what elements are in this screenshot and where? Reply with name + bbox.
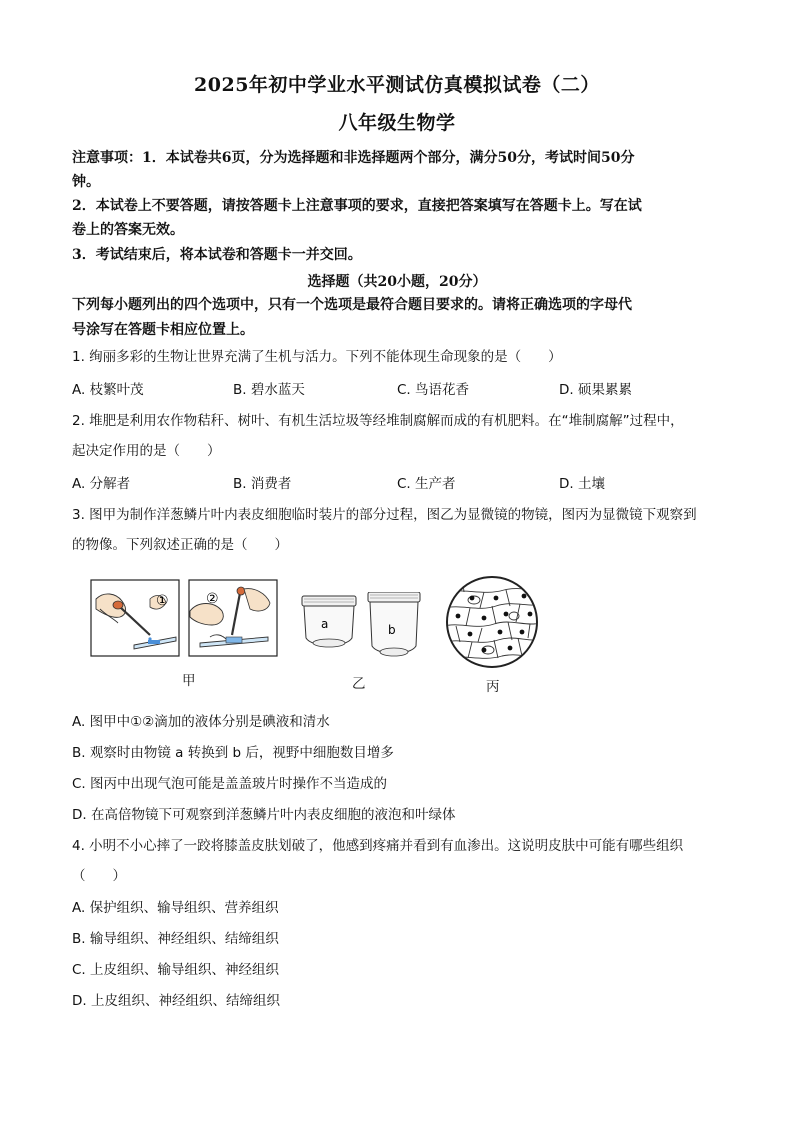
- q2-option-d: D. 土壤: [559, 476, 605, 492]
- notes-line-2: 2．本试卷上不要答题，请按答题卡上注意事项的要求，直接把答案填写在答题卡上。写在试: [72, 198, 642, 214]
- q3-option-d: D. 在高倍物镜下可观察到洋葱鳞片叶内表皮细胞的液泡和叶绿体: [72, 807, 456, 823]
- q1-stem: 1. 绚丽多彩的生物让世界充满了生机与活力。下列不能体现生命现象的是（ ）: [72, 349, 562, 365]
- exam-title: 2025年初中学业水平测试仿真模拟试卷（二）: [194, 74, 600, 96]
- q2-option-a: A. 分解者: [72, 476, 131, 492]
- q4-option-b: B. 输导组织、神经组织、结缔组织: [72, 931, 279, 947]
- figure-jia-label: 甲: [182, 673, 196, 689]
- figure-jia-mark-1: ①: [156, 593, 169, 609]
- lens-b-label: b: [388, 623, 396, 637]
- lens-a-label: a: [321, 617, 329, 631]
- q4-option-c: C. 上皮组织、输导组织、神经组织: [72, 962, 280, 978]
- notes-line-1b: 钟。: [72, 174, 100, 190]
- section-instruction-2: 号涂写在答题卡相应位置上。: [72, 322, 254, 338]
- figure-jia-step-1: [91, 580, 179, 656]
- notes-line-3: 3．考试结束后，将本试卷和答题卡一并交回。: [72, 247, 362, 263]
- q4-stem-1: 4. 小明不小心摔了一跤将膝盖皮肤划破了，他感到疼痛并看到有血渗出。这说明皮肤中可能有哪些组织: [72, 838, 684, 854]
- q3-option-c: C. 图丙中出现气泡可能是盖盖玻片时操作不当造成的: [72, 776, 388, 792]
- q2-option-b: B. 消费者: [233, 476, 292, 492]
- figure-jia: [90, 579, 278, 657]
- q3-option-b: B. 观察时由物镜 a 转换到 b 后，视野中细胞数目增多: [72, 745, 394, 761]
- q1-option-c: C. 鸟语花香: [397, 382, 470, 398]
- figure-yi-label: 乙: [352, 676, 366, 692]
- q1-options: [72, 378, 724, 400]
- figure-yi: [296, 592, 424, 662]
- q4-option-d: D. 上皮组织、神经组织、结缔组织: [72, 993, 280, 1009]
- q3-option-a: A. 图甲中①②滴加的液体分别是碘液和清水: [72, 714, 330, 730]
- q2-stem-1: 2. 堆肥是利用农作物秸秆、树叶、有机生活垃圾等经堆制腐解而成的有机肥料。在“堆制腐解”过程中，: [72, 413, 684, 429]
- notes-line-2b: 卷上的答案无效。: [72, 222, 184, 238]
- figure-bing: [444, 574, 540, 670]
- q4-option-a: A. 保护组织、输导组织、营养组织: [72, 900, 279, 916]
- exam-subject: 八年级生物学: [338, 112, 456, 134]
- notes-line-1: 注意事项：1．本试卷共6页，分为选择题和非选择题两个部分，满分50分，考试时间50分: [72, 150, 635, 166]
- q2-option-c: C. 生产者: [397, 476, 456, 492]
- q3-stem-2: 的物像。下列叙述正确的是（ ）: [72, 537, 288, 553]
- q3-stem-1: 3. 图甲为制作洋葱鳞片叶内表皮细胞临时装片的部分过程，图乙为显微镜的物镜，图丙为显微镜下观察到: [72, 507, 697, 523]
- q1-option-b: B. 碧水蓝天: [233, 382, 305, 398]
- q1-option-d: D. 硕果累累: [559, 382, 632, 398]
- q4-stem-2: （ ）: [72, 868, 126, 884]
- section-instruction-1: 下列每小题列出的四个选项中，只有一个选项是最符合题目要求的。请将正确选项的字母代: [72, 297, 632, 313]
- section-heading: 选择题（共20小题，20分）: [307, 274, 487, 290]
- q2-options: [72, 472, 724, 494]
- figure-jia-mark-2: ②: [206, 591, 219, 607]
- q2-stem-2: 起决定作用的是（ ）: [72, 443, 221, 459]
- objective-lens-a: [302, 596, 356, 647]
- q1-option-a: A. 枝繁叶茂: [72, 382, 144, 398]
- figure-jia-step-2: [189, 580, 277, 656]
- figure-bing-label: 丙: [486, 679, 500, 695]
